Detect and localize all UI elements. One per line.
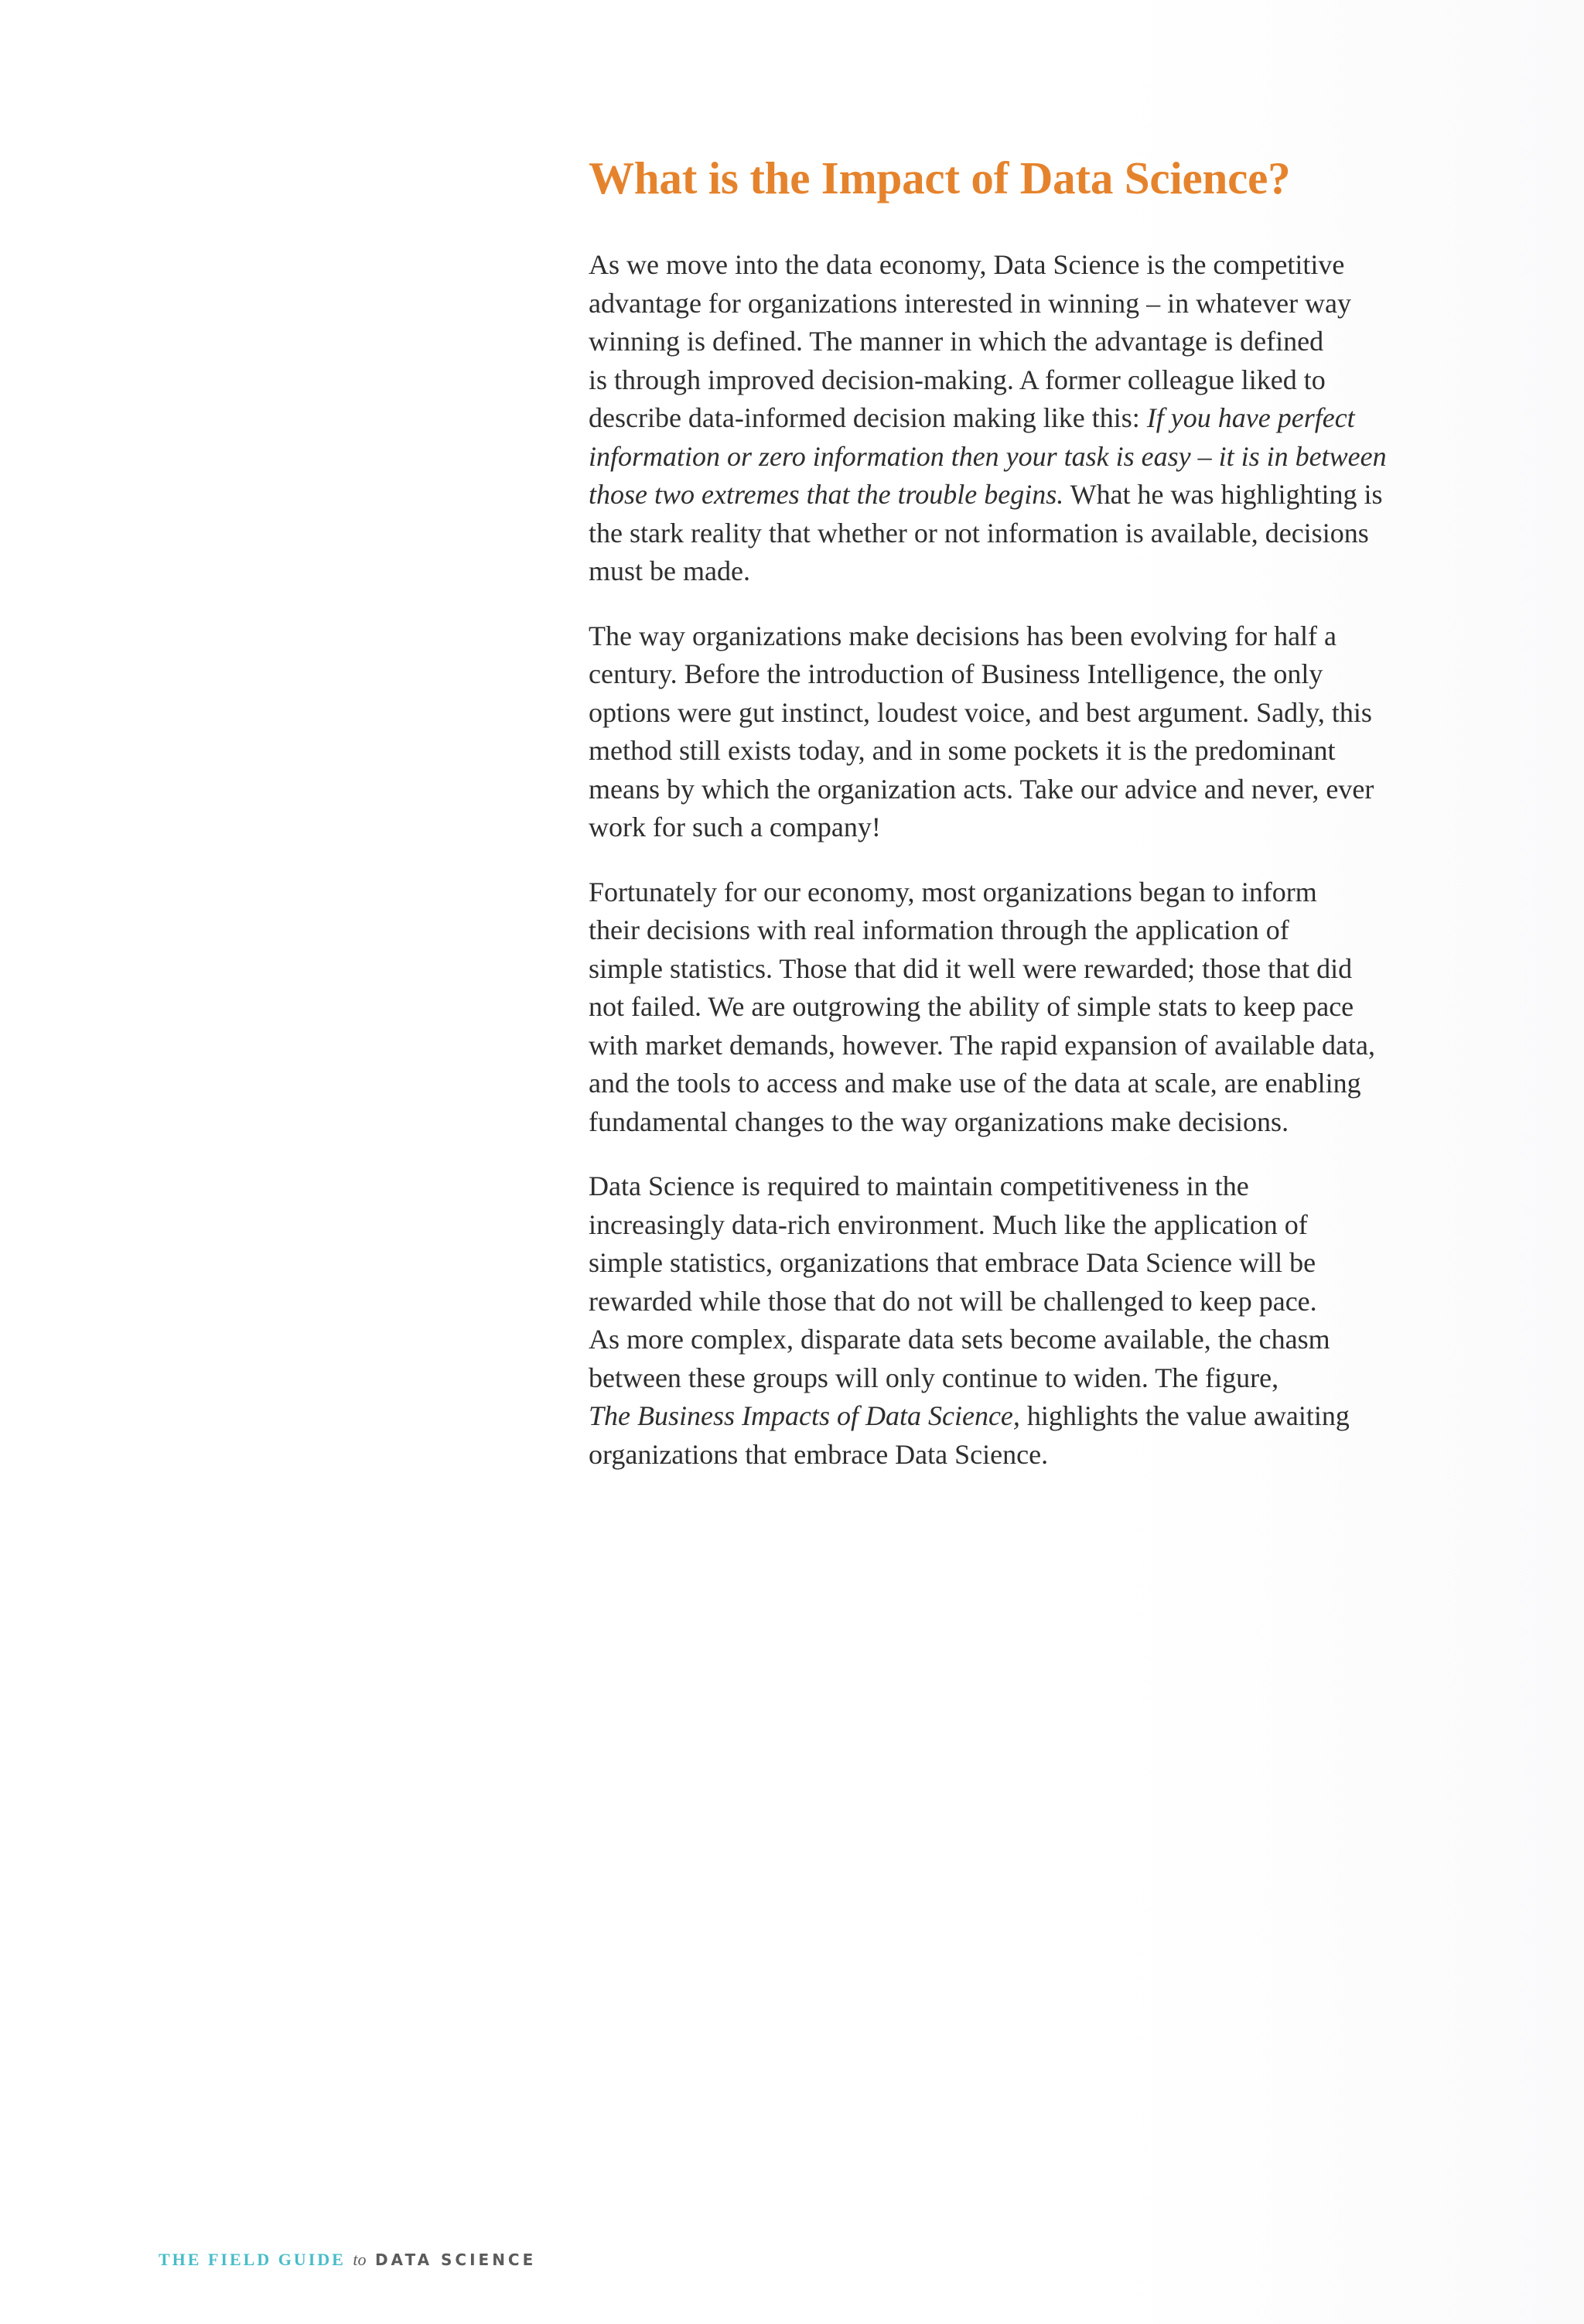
text-line (589, 1244, 1424, 1283)
text-line (589, 808, 1424, 847)
text-line (589, 911, 1424, 950)
text-line (589, 1436, 1424, 1475)
paragraph-container (589, 246, 1424, 1474)
text-segment: describe data-informed decision making like this: (589, 402, 1147, 433)
text-line (589, 950, 1424, 989)
text-segment: not failed. We are outgrowing the ability of simple stats to keep pace (589, 991, 1354, 1022)
footer-title-connector: to (353, 2250, 367, 2269)
text-line (589, 514, 1424, 553)
text-segment: work for such a company! (589, 812, 881, 842)
text-segment: century. Before the introduction of Business Intelligence, the only (589, 658, 1323, 689)
text-line (589, 694, 1424, 733)
text-line (589, 323, 1424, 361)
text-segment: The way organizations make decisions has been evolving for half a (589, 620, 1337, 651)
text-segment: rewarded while those that do not will be challenged to keep pace. (589, 1285, 1317, 1317)
text-segment: advantage for organizations interested in winning – in whatever way (589, 287, 1352, 319)
text-segment: As more complex, disparate data sets become available, the chasm (589, 1324, 1330, 1355)
text-line (589, 438, 1424, 477)
text-segment: between these groups will only continue to widen. The figure, (589, 1362, 1279, 1393)
text-segment: with market demands, however. The rapid expansion of available data, (589, 1029, 1375, 1061)
body-paragraph (589, 246, 1424, 591)
text-line (589, 873, 1424, 912)
text-segment: the stark reality that whether or not information is available, decisions (589, 517, 1369, 549)
text-segment: simple statistics. Those that did it well were rewarded; those that did (589, 952, 1353, 984)
text-segment: organizations that embrace Data Science. (589, 1438, 1049, 1470)
text-line (589, 246, 1424, 285)
text-line (589, 1027, 1424, 1065)
body-paragraph (589, 873, 1424, 1142)
text-line (589, 617, 1424, 656)
text-line (589, 1283, 1424, 1321)
text-segment: Data Science is required to maintain competitiveness in the (589, 1171, 1249, 1201)
text-segment: and the tools to access and make use of the data at scale, are enabling (589, 1068, 1361, 1099)
body-paragraph (589, 617, 1424, 847)
text-segment: What he was highlighting is (1063, 479, 1383, 510)
text-segment: method still exists today, and in some pockets it is the predominant (589, 735, 1336, 766)
text-segment: simple statistics, organizations that embrace Data Science will be (589, 1247, 1316, 1278)
text-line (589, 1167, 1424, 1206)
text-segment: Fortunately for our economy, most organizations began to inform (589, 876, 1317, 907)
italic-text: information or zero information then your task is easy – it is in between (589, 440, 1387, 472)
footer-title-part2: DATA SCIENCE (374, 2251, 537, 2269)
text-segment: means by which the organization acts. Take our advice and never, ever (589, 773, 1374, 805)
footer-title-part1: THE FIELD GUIDE (159, 2250, 346, 2269)
page-title: What is the Impact of Data Science? (589, 152, 1291, 203)
italic-text: If you have perfect (1146, 402, 1355, 433)
text-segment: must be made. (589, 555, 750, 586)
text-line (589, 476, 1424, 514)
text-line (589, 399, 1424, 438)
text-segment: winning is defined. The manner in which the advantage is defined (589, 326, 1324, 357)
text-line (589, 552, 1424, 591)
text-segment: fundamental changes to the way organizations make decisions. (589, 1106, 1289, 1137)
footer-running-title (159, 2247, 536, 2273)
text-segment: their decisions with real information through the application of (589, 914, 1289, 945)
italic-text: those two extremes that the trouble begins. (589, 479, 1064, 510)
italic-text: The Business Impacts of Data Science, (589, 1400, 1020, 1431)
article-body (589, 147, 1424, 1474)
text-segment: is through improved decision-making. A former colleague liked to (589, 364, 1326, 395)
text-line (589, 655, 1424, 694)
text-line (589, 1065, 1424, 1103)
text-line (589, 1321, 1424, 1359)
text-line (589, 1206, 1424, 1245)
text-line (589, 361, 1424, 400)
text-segment: highlights the value awaiting (1019, 1400, 1350, 1431)
body-paragraph (589, 1167, 1424, 1474)
text-line (589, 988, 1424, 1027)
text-line (589, 771, 1424, 809)
text-segment: increasingly data-rich environment. Much like the application of (589, 1208, 1308, 1240)
text-segment: As we move into the data economy, Data Science is the competitive (589, 249, 1345, 280)
text-line (589, 732, 1424, 771)
text-line (589, 1359, 1424, 1398)
text-line (589, 1397, 1424, 1436)
text-segment: options were gut instinct, loudest voice, and best argument. Sadly, this (589, 696, 1372, 728)
text-line (589, 1103, 1424, 1142)
text-line (589, 285, 1424, 323)
